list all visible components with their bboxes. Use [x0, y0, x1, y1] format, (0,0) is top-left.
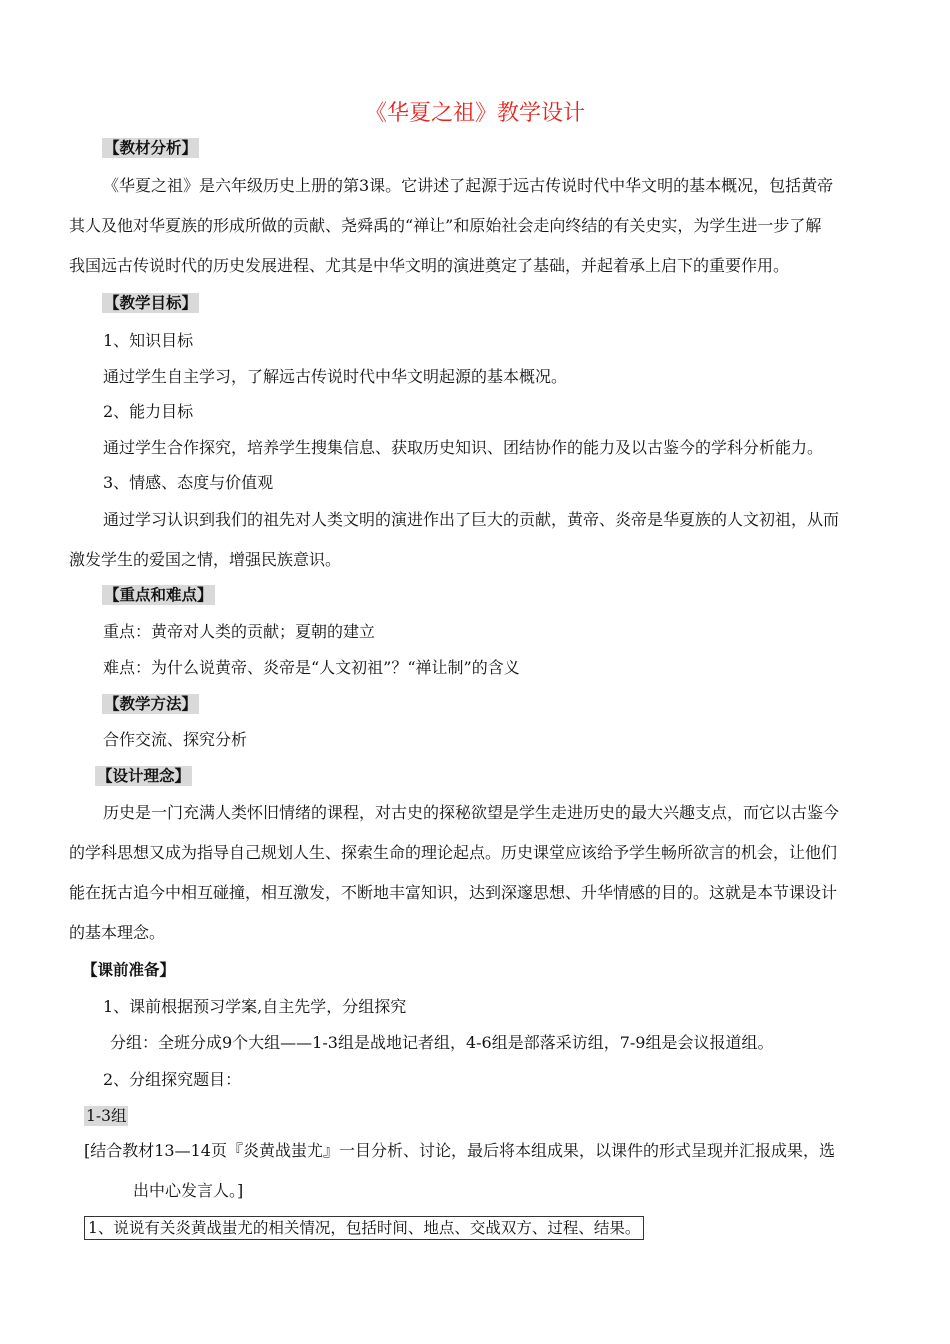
paragraph-line: 的基本理念。 [69, 923, 166, 942]
section-heading-goals: 【教学目标】 [104, 293, 198, 312]
goal-knowledge-text: 通过学生自主学习，了解远古传说时代中华文明起源的基本概况。 [103, 367, 568, 386]
section-heading-keypoints: 【重点和难点】 [104, 585, 213, 604]
instruction-line: [结合教材13—14页『炎黄战蚩尤』一目分析、讨论，最后将本组成果，以课件的形式呈现并汇报成果，选 [84, 1141, 835, 1160]
paragraph-line: 我国远古传说时代的历史发展进程、尤其是中华文明的演进奠定了基础，并起着承上启下的重要作用。 [69, 256, 790, 275]
goal-knowledge-title: 1、知识目标 [103, 331, 194, 350]
paragraph-line: 能在抚古追今中相互碰撞，相互激发，不断地丰富知识，达到深邃思想、升华情感的目的。这就是本节课设计 [69, 883, 838, 902]
goal-ability-text: 通过学生合作探究，培养学生搜集信息、获取历史知识、团结协作的能力及以古鉴今的学科分析能力。 [103, 438, 824, 457]
paragraph-line: 历史是一门充满人类怀旧情绪的课程，对古史的探秘欲望是学生走进历史的最大兴趣支点，而它以古鉴今 [103, 803, 840, 822]
goal-ability-title: 2、能力目标 [103, 402, 194, 421]
paragraph-line: 其人及他对华夏族的形成所做的贡献、尧舜禹的“禅让”和原始社会走向终结的有关史实，为学生进一步了解 [69, 216, 822, 235]
instruction-line: 出中心发言人。] [133, 1181, 244, 1200]
section-heading-materials: 【教材分析】 [104, 138, 198, 157]
paragraph-line: 《华夏之祖》是六年级历史上册的第3课。它讲述了起源于远古传说时代中华文明的基本概况，包括黄帝 [103, 176, 834, 195]
goal-emotion-title: 3、情感、态度与价值观 [103, 473, 274, 492]
prep-grouping: 分组：全班分成9个大组——1-3组是战地记者组，4-6组是部落采访组，7-9组是会议报道组。 [110, 1033, 774, 1052]
paragraph-line: 通过学习认识到我们的祖先对人类文明的演进作出了巨大的贡献，黄帝、炎帝是华夏族的人文初祖，从而 [103, 510, 840, 529]
group-label: 1-3组 [86, 1107, 127, 1125]
methods-text: 合作交流、探究分析 [103, 730, 248, 749]
page-title: 《华夏之祖》教学设计 [364, 101, 585, 126]
section-heading-prep: 【课前准备】 [82, 960, 176, 979]
section-heading-methods: 【教学方法】 [104, 694, 198, 713]
paragraph-line: 的学科思想又成为指导自己规划人生、探索生命的理论起点。历史课堂应该给予学生畅所欲言的机会，让他们 [69, 843, 838, 862]
paragraph-line: 激发学生的爱国之情，增强民族意识。 [69, 550, 342, 569]
difficult-point: 难点：为什么说黄帝、炎帝是“人文初祖”？“禅让制”的含义 [103, 658, 520, 677]
key-point: 重点：黄帝对人类的贡献；夏朝的建立 [103, 622, 376, 641]
prep-item-1: 1、课前根据预习学案,自主先学，分组探究 [103, 997, 407, 1016]
question-box: 1、说说有关炎黄战蚩尤的相关情况，包括时间、地点、交战双方、过程、结果。 [84, 1216, 644, 1240]
prep-item-2: 2、分组探究题目： [103, 1070, 242, 1089]
section-heading-concept: 【设计理念】 [97, 766, 191, 785]
